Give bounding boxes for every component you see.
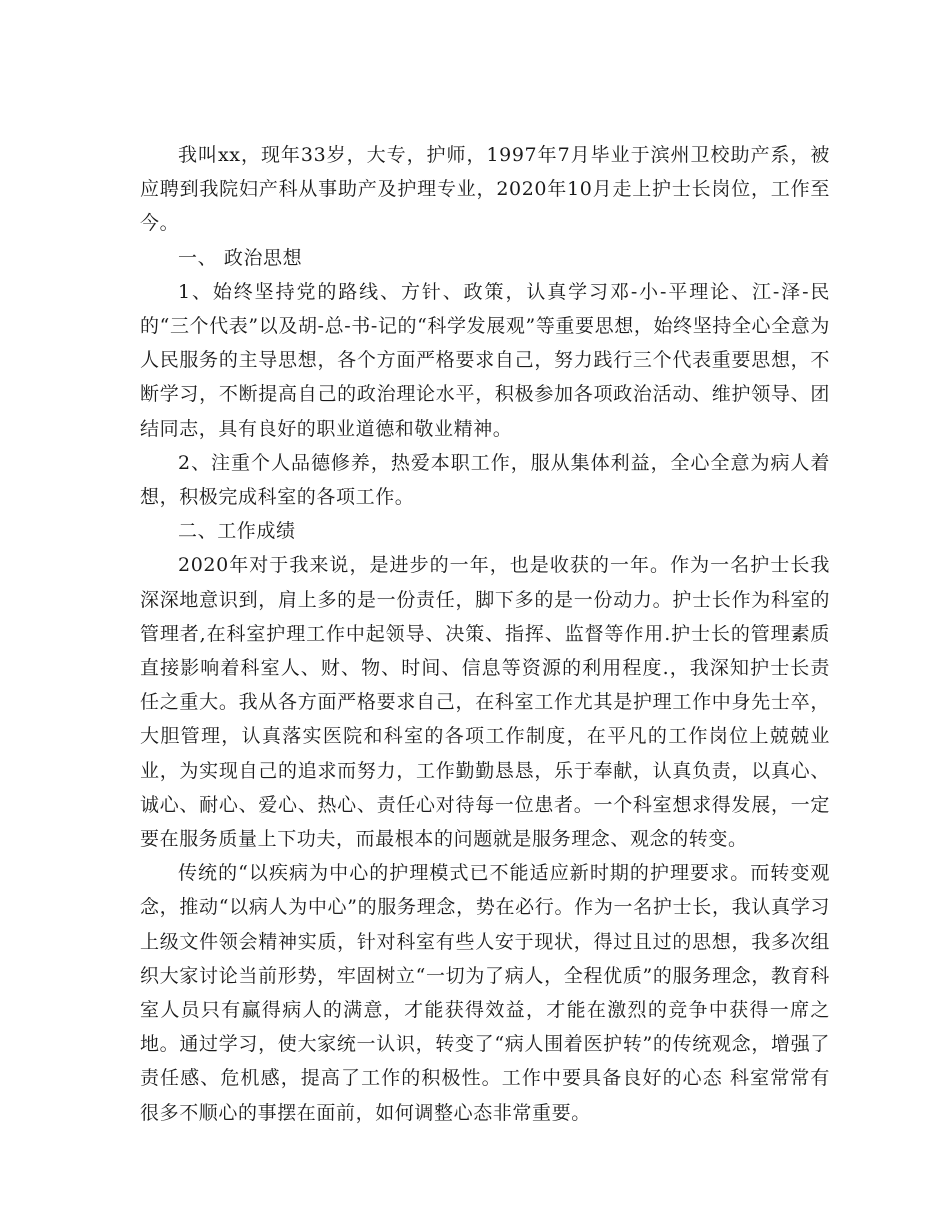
paragraph-political-2: 2、注重个人品德修养，热爱本职工作，服从集体利益，全心全意为病人着想，积极完成科室的各项工作。 (140, 451, 830, 509)
paragraph-achievements-2: 传统的“以疾病为中心的护理模式已不能适应新时期的护理要求。而转变观念，推动“以病人为中心”的服务理念，势在必行。作为一名护士长，我认真学习上级文件领会精神实质，针对科室有些人安于现状，得过且过的思想，我多次组织大家讨论当前形势，牢固树立“一切为了病人，全程优质”的服务理念，教育科室人员只有赢得病人的满意，才能获得效益，才能在激烈的竞争中获得一席之地。通过学习，使大家统一认识，转变了“病人围着医护转”的传统观念，增强了责任感、危机感，提高了工作的积极性。工作中要具备良好的心态 科室常常有很多不顺心的事摆在面前，如何调整心态非常重要。 (140, 862, 830, 1124)
paragraph-achievements-1: 2020年对于我来说，是进步的一年，也是收获的一年。作为一名护士长我深深地意识到，肩上多的是一份责任，脚下多的是一份动力。护士长作为科室的管理者,在科室护理工作中起领导、决策、指挥、监督等作用.护士长的管理素质直接影响着科室人、财、物、时间、信息等资源的利用程度.，我深知护士长责任之重大。我从各方面严格要求自己，在科室工作尤其是护理工作中身先士卒，大胆管理，认真落实医院和科室的各项工作制度，在平凡的工作岗位上兢兢业业，为实现自己的追求而努力，工作勤勤恳恳，乐于奉献，认真负责，以真心、诚心、耐心、爱心、热心、责任心对待每一位患者。一个科室想求得发展，一定要在服务质量上下功夫，而最根本的问题就是服务理念、观念的转变。 (140, 554, 830, 851)
section-heading-achievements: 二、工作成绩 (178, 520, 296, 543)
section-heading-political: 一、 政治思想 (178, 246, 303, 269)
paragraph-intro: 我叫xx，现年33岁，大专，护师，1997年7月毕业于滨州卫校助产系，被应聘到我院妇产科从事助产及护理专业，2020年10月走上护士长岗位，工作至今。 (140, 144, 830, 235)
paragraph-political-1: 1、始终坚持党的路线、方针、政策，认真学习邓-小-平理论、江-泽-民的“三个代表”以及胡-总-书-记的“科学发展观”等重要思想，始终坚持全心全意为人民服务的主导思想，各个方面严格要求自己，努力践行三个代表重要思想，不断学习，不断提高自己的政治理论水平，积极参加各项政治活动、维护领导、团结同志，具有良好的职业道德和敬业精神。 (140, 280, 830, 440)
document-body (140, 138, 830, 1130)
